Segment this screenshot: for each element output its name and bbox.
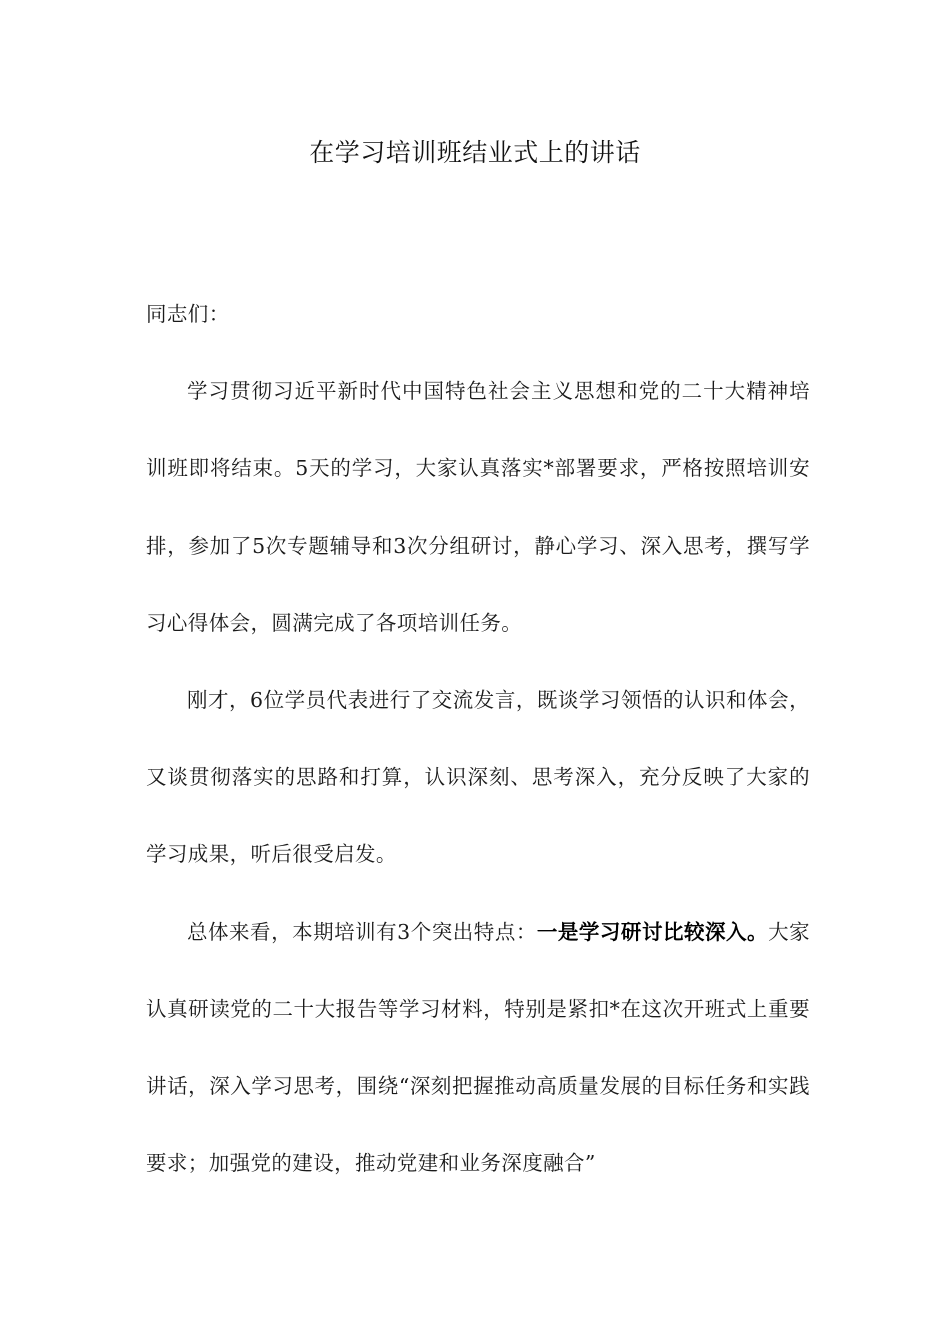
paragraph-3 — [146, 894, 810, 1203]
paragraph-3-highlight: 一是学习研讨比较深入。 — [536, 919, 769, 944]
paragraph-1: 学习贯彻习近平新时代中国特色社会主义思想和党的二十大精神培训班即将结束。5天的学习，大家认真落实*部署要求，严格按照培训安排，参加了5次专题辅导和3次分组研讨，静心学习、深入思考，撰写学习心得体会，圆满完成了各项培训任务。 — [146, 379, 810, 635]
paragraph-3-intro: 总体来看，本期培训有3个突出特点： — [187, 919, 537, 944]
paragraph-3-rest: 大家认真研读党的二十大报告等学习材料，特别是紧扣*在这次开班式上重要讲话，深入学习思考，围绕“深刻把握推动高质量发展的目标任务和实践要求；加强党的建设，推动党建和业务深度融合” — [146, 919, 810, 1176]
document-body — [146, 276, 810, 1202]
document-title: 在学习培训班结业式上的讲话 — [309, 138, 641, 167]
salutation: 同志们： — [146, 302, 230, 326]
paragraph-2: 刚才，6位学员代表进行了交流发言，既谈学习领悟的认识和体会，又谈贯彻落实的思路和打算，认识深刻、思考深入，充分反映了大家的学习成果，听后很受启发。 — [146, 688, 810, 867]
